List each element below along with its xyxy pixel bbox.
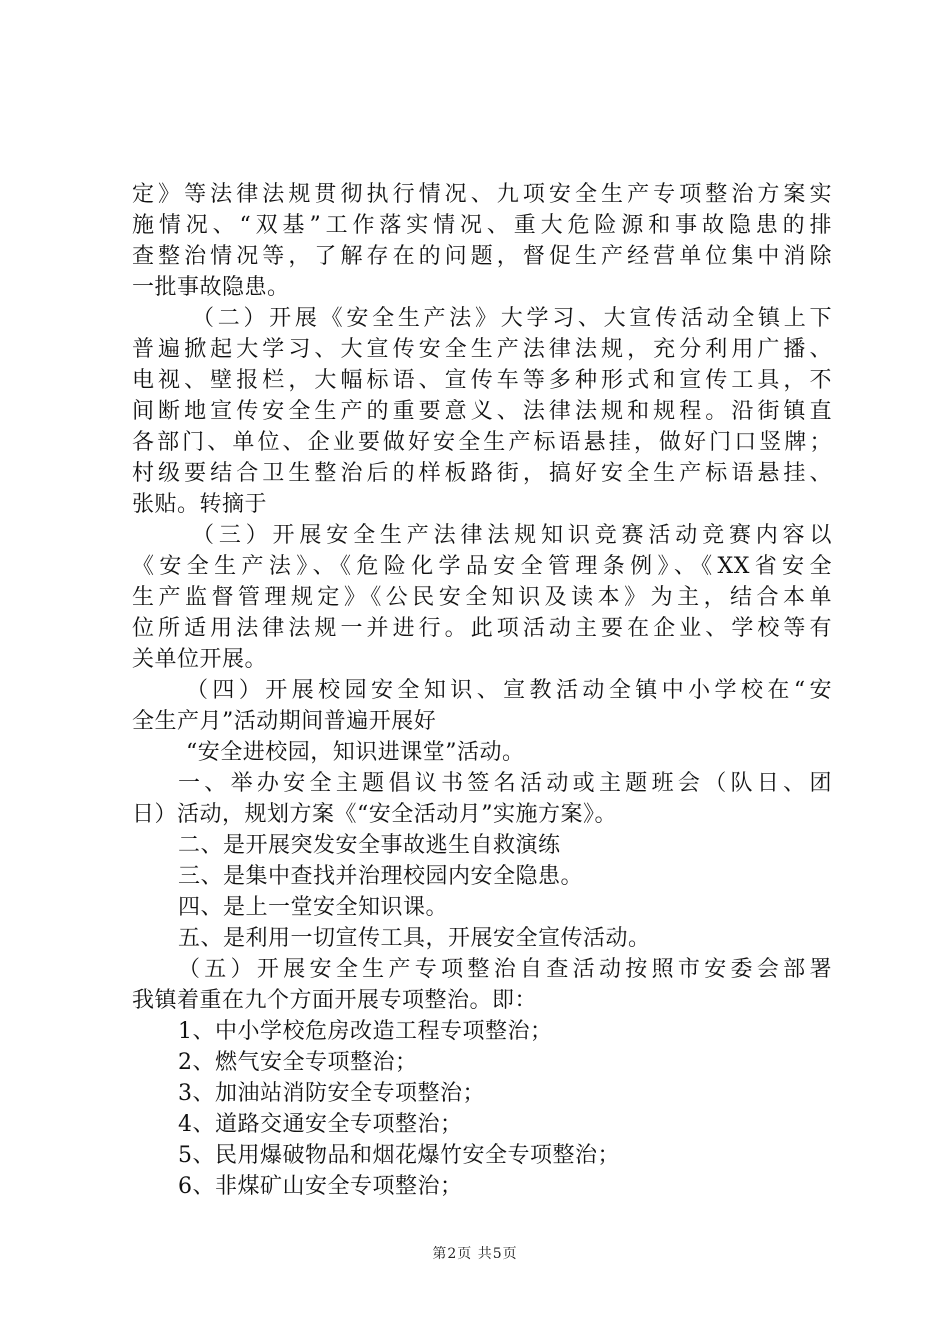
section-heading-line: （四）开展校园安全知识、宣教活动全镇中小学校在“安: [186, 678, 832, 703]
section-heading-line: （五）开展安全生产专项整治自查活动按照市安委会部署: [178, 957, 832, 982]
body-text-line: 普遍掀起大学习、大宣传安全生产法律法规，充分利用广播、: [132, 337, 832, 362]
body-text-line: 日）活动，规划方案《“安全活动月”实施方案》。: [132, 802, 617, 827]
list-item-line: 2、燃气安全专项整治；: [178, 1050, 418, 1075]
body-text-line: 一批事故隐患。: [132, 275, 290, 300]
section-heading-line: （三）开展安全生产法律法规知识竞赛活动竞赛内容以: [192, 523, 832, 548]
list-item-line: 3、加油站消防安全专项整治；: [178, 1081, 485, 1106]
body-text-line: 间断地宣传安全生产的重要意义、法律法规和规程。沿街镇直: [132, 399, 832, 424]
list-item-line: 四、是上一堂安全知识课。: [178, 895, 449, 920]
body-text-line: 关单位开展。: [132, 647, 268, 672]
list-item-line: 4、道路交通安全专项整治；: [178, 1112, 463, 1137]
list-item-line: 5、民用爆破物品和烟花爆竹安全专项整治；: [178, 1143, 620, 1168]
body-text-line: 村级要结合卫生整治后的样板路街，搞好安全生产标语悬挂、: [132, 461, 832, 486]
body-text-line: 《安全生产法》、《危险化学品安全管理条例》、《XX省安全: [132, 554, 832, 579]
page-number-footer: 第2页 共5页: [432, 1246, 518, 1262]
body-text-line: 电视、壁报栏，大幅标语、宣传车等多种形式和宣传工具，不: [132, 368, 832, 393]
body-text-line: 生产监督管理规定》《公民安全知识及读本》为主，结合本单: [132, 585, 832, 610]
section-heading-line: （二）开展《安全生产法》大学习、大宣传活动全镇上下: [192, 306, 832, 331]
list-item-line: 五、是利用一切宣传工具，开展安全宣传活动。: [178, 926, 651, 951]
list-item-line: 1、中小学校危房改造工程专项整治；: [178, 1019, 553, 1044]
list-item-line: 一、举办安全主题倡议书签名活动或主题班会（队日、团: [178, 771, 832, 796]
list-item-line: 6、非煤矿山安全专项整治；: [178, 1174, 463, 1199]
body-text-line: “安全进校园，知识进课堂”活动。: [186, 740, 525, 765]
body-text-line: 全生产月”活动期间普遍开展好: [132, 709, 437, 734]
body-text-line: 我镇着重在九个方面开展专项整治。即：: [132, 988, 538, 1013]
body-text-line: 施情况、“双基”工作落实情况、重大危险源和事故隐患的排: [132, 213, 832, 238]
body-text-line: 查整治情况等，了解存在的问题，督促生产经营单位集中消除: [132, 244, 832, 269]
body-text-line: 张贴。转摘于: [132, 492, 268, 517]
list-item-line: 三、是集中查找并治理校园内安全隐患。: [178, 864, 584, 889]
body-text-line: 各部门、单位、企业要做好安全生产标语悬挂，做好门口竖牌；: [132, 430, 832, 455]
body-text-line: 定》等法律法规贯彻执行情况、九项安全生产专项整治方案实: [132, 182, 832, 207]
body-text-line: 位所适用法律法规一并进行。此项活动主要在企业、学校等有: [132, 616, 832, 641]
list-item-line: 二、是开展突发安全事故逃生自救演练: [178, 833, 561, 858]
